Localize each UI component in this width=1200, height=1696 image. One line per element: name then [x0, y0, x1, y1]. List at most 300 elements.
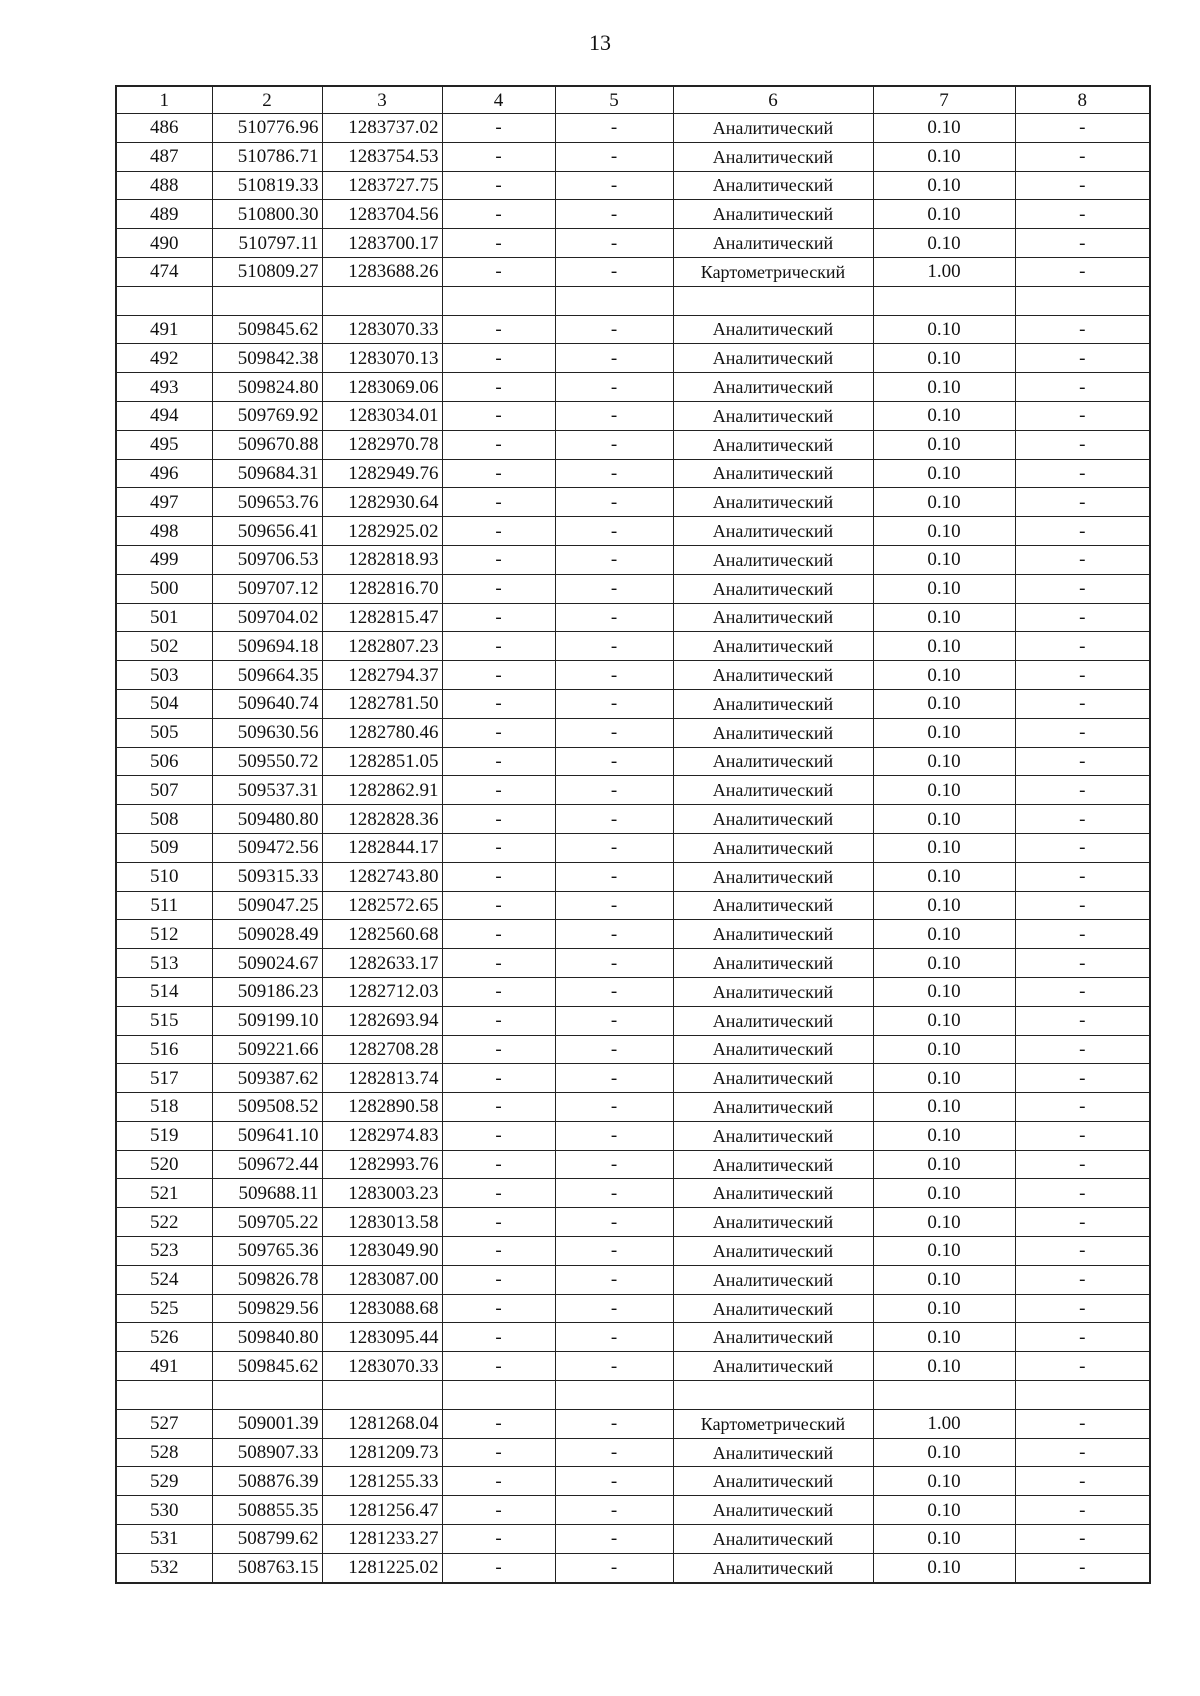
x-coordinate: 509641.10	[212, 1121, 322, 1150]
point-number: 512	[116, 920, 212, 949]
table-row	[116, 1352, 1150, 1381]
x-coordinate: 509630.56	[212, 718, 322, 747]
point-number: 521	[116, 1179, 212, 1208]
point-number	[116, 286, 212, 315]
x-coordinate: 509829.56	[212, 1294, 322, 1323]
col4-value: -	[442, 1467, 555, 1496]
accuracy: 1.00	[873, 257, 1015, 286]
method: Аналитический	[673, 1467, 873, 1496]
accuracy: 0.10	[873, 891, 1015, 920]
x-coordinate: 509640.74	[212, 689, 322, 718]
col5-value: -	[555, 833, 673, 862]
col8-value: -	[1015, 603, 1150, 632]
col5-value: -	[555, 1064, 673, 1093]
col4-value: -	[442, 114, 555, 143]
col5-value: -	[555, 229, 673, 258]
y-coordinate: 1283704.56	[322, 200, 442, 229]
col5-value: -	[555, 661, 673, 690]
method: Аналитический	[673, 1496, 873, 1525]
x-coordinate: 509028.49	[212, 920, 322, 949]
col5-value: -	[555, 949, 673, 978]
point-number: 488	[116, 171, 212, 200]
col4-value: -	[442, 1294, 555, 1323]
accuracy	[873, 1381, 1015, 1410]
column-header: 7	[873, 86, 1015, 114]
column-header: 1	[116, 86, 212, 114]
point-number: 486	[116, 114, 212, 143]
table-row	[116, 1265, 1150, 1294]
col4-value: -	[442, 661, 555, 690]
method: Аналитический	[673, 603, 873, 632]
method	[673, 1381, 873, 1410]
table-row	[116, 1035, 1150, 1064]
col8-value: -	[1015, 977, 1150, 1006]
accuracy: 0.10	[873, 1323, 1015, 1352]
method: Аналитический	[673, 574, 873, 603]
col5-value: -	[555, 1294, 673, 1323]
y-coordinate: 1282572.65	[322, 891, 442, 920]
table-row	[116, 1208, 1150, 1237]
x-coordinate: 509047.25	[212, 891, 322, 920]
accuracy: 0.10	[873, 200, 1015, 229]
point-number: 504	[116, 689, 212, 718]
table-row	[116, 833, 1150, 862]
col4-value: -	[442, 517, 555, 546]
point-number: 497	[116, 488, 212, 517]
x-coordinate: 509824.80	[212, 373, 322, 402]
col4-value: -	[442, 1237, 555, 1266]
col5-value: -	[555, 1553, 673, 1582]
method: Аналитический	[673, 1093, 873, 1122]
accuracy: 0.10	[873, 1438, 1015, 1467]
point-number: 492	[116, 344, 212, 373]
col5-value: -	[555, 1496, 673, 1525]
method: Аналитический	[673, 1150, 873, 1179]
y-coordinate: 1281233.27	[322, 1525, 442, 1554]
table-row	[116, 949, 1150, 978]
col4-value: -	[442, 459, 555, 488]
col4-value: -	[442, 1150, 555, 1179]
accuracy: 0.10	[873, 977, 1015, 1006]
y-coordinate: 1282813.74	[322, 1064, 442, 1093]
y-coordinate: 1282930.64	[322, 488, 442, 517]
x-coordinate: 509694.18	[212, 632, 322, 661]
y-coordinate: 1282828.36	[322, 805, 442, 834]
col5-value: -	[555, 977, 673, 1006]
y-coordinate: 1282794.37	[322, 661, 442, 690]
x-coordinate: 509826.78	[212, 1265, 322, 1294]
col4-value: -	[442, 574, 555, 603]
point-number: 529	[116, 1467, 212, 1496]
x-coordinate: 509537.31	[212, 776, 322, 805]
method: Аналитический	[673, 1237, 873, 1266]
point-number: 489	[116, 200, 212, 229]
method: Аналитический	[673, 776, 873, 805]
column-header: 3	[322, 86, 442, 114]
table-row	[116, 1064, 1150, 1093]
y-coordinate: 1282807.23	[322, 632, 442, 661]
col8-value: -	[1015, 171, 1150, 200]
y-coordinate: 1283070.13	[322, 344, 442, 373]
col5-value: -	[555, 1179, 673, 1208]
col8-value: -	[1015, 200, 1150, 229]
method: Аналитический	[673, 344, 873, 373]
col4-value: -	[442, 1006, 555, 1035]
method: Аналитический	[673, 1294, 873, 1323]
table-row	[116, 373, 1150, 402]
table-row	[116, 459, 1150, 488]
y-coordinate: 1283754.53	[322, 142, 442, 171]
table-row	[116, 1409, 1150, 1438]
method: Аналитический	[673, 430, 873, 459]
accuracy: 0.10	[873, 603, 1015, 632]
col8-value: -	[1015, 1409, 1150, 1438]
y-coordinate: 1283013.58	[322, 1208, 442, 1237]
col5-value: -	[555, 315, 673, 344]
col8-value: -	[1015, 373, 1150, 402]
col5-value: -	[555, 1525, 673, 1554]
col4-value	[442, 1381, 555, 1410]
col4-value: -	[442, 632, 555, 661]
col8-value: -	[1015, 344, 1150, 373]
x-coordinate: 509656.41	[212, 517, 322, 546]
col5-value: -	[555, 459, 673, 488]
col4-value: -	[442, 1208, 555, 1237]
col5-value: -	[555, 1208, 673, 1237]
method: Аналитический	[673, 1064, 873, 1093]
y-coordinate: 1282993.76	[322, 1150, 442, 1179]
col4-value: -	[442, 1553, 555, 1582]
method: Аналитический	[673, 862, 873, 891]
x-coordinate: 509845.62	[212, 1352, 322, 1381]
accuracy: 0.10	[873, 545, 1015, 574]
accuracy: 0.10	[873, 373, 1015, 402]
col8-value: -	[1015, 430, 1150, 459]
table-row	[116, 114, 1150, 143]
table-row	[116, 574, 1150, 603]
col4-value: -	[442, 776, 555, 805]
col8-value: -	[1015, 1121, 1150, 1150]
table-row	[116, 229, 1150, 258]
table-row	[116, 689, 1150, 718]
y-coordinate: 1281209.73	[322, 1438, 442, 1467]
col8-value: -	[1015, 459, 1150, 488]
y-coordinate: 1282816.70	[322, 574, 442, 603]
point-number: 509	[116, 833, 212, 862]
table-row	[116, 1121, 1150, 1150]
x-coordinate: 509480.80	[212, 805, 322, 834]
col4-value: -	[442, 1409, 555, 1438]
col5-value: -	[555, 1438, 673, 1467]
table-row	[116, 1525, 1150, 1554]
col8-value: -	[1015, 1035, 1150, 1064]
point-number: 499	[116, 545, 212, 574]
x-coordinate: 509705.22	[212, 1208, 322, 1237]
col8-value: -	[1015, 545, 1150, 574]
method: Аналитический	[673, 1323, 873, 1352]
table-row	[116, 257, 1150, 286]
table-row	[116, 747, 1150, 776]
col5-value: -	[555, 689, 673, 718]
accuracy: 0.10	[873, 574, 1015, 603]
col4-value: -	[442, 229, 555, 258]
x-coordinate: 509707.12	[212, 574, 322, 603]
col5-value: -	[555, 114, 673, 143]
y-coordinate: 1281255.33	[322, 1467, 442, 1496]
col5-value: -	[555, 805, 673, 834]
x-coordinate: 509024.67	[212, 949, 322, 978]
y-coordinate: 1282949.76	[322, 459, 442, 488]
table-row	[116, 862, 1150, 891]
method: Аналитический	[673, 315, 873, 344]
col5-value: -	[555, 200, 673, 229]
column-header: 5	[555, 86, 673, 114]
accuracy: 0.10	[873, 805, 1015, 834]
col4-value: -	[442, 891, 555, 920]
point-number: 519	[116, 1121, 212, 1150]
x-coordinate: 509664.35	[212, 661, 322, 690]
accuracy: 0.10	[873, 1525, 1015, 1554]
point-number: 523	[116, 1237, 212, 1266]
accuracy: 0.10	[873, 114, 1015, 143]
x-coordinate: 509672.44	[212, 1150, 322, 1179]
table-row	[116, 1006, 1150, 1035]
y-coordinate: 1282781.50	[322, 689, 442, 718]
col5-value	[555, 286, 673, 315]
point-number: 505	[116, 718, 212, 747]
x-coordinate: 509684.31	[212, 459, 322, 488]
y-coordinate: 1283095.44	[322, 1323, 442, 1352]
table-row	[116, 401, 1150, 430]
method: Аналитический	[673, 689, 873, 718]
x-coordinate: 509221.66	[212, 1035, 322, 1064]
col5-value: -	[555, 1150, 673, 1179]
point-number: 507	[116, 776, 212, 805]
method: Аналитический	[673, 1553, 873, 1582]
x-coordinate: 509186.23	[212, 977, 322, 1006]
accuracy: 0.10	[873, 488, 1015, 517]
method: Аналитический	[673, 517, 873, 546]
method: Аналитический	[673, 142, 873, 171]
col8-value: -	[1015, 805, 1150, 834]
method: Аналитический	[673, 545, 873, 574]
accuracy: 0.10	[873, 632, 1015, 661]
y-coordinate: 1283088.68	[322, 1294, 442, 1323]
col5-value: -	[555, 545, 673, 574]
table-row	[116, 1237, 1150, 1266]
y-coordinate: 1283688.26	[322, 257, 442, 286]
col5-value: -	[555, 920, 673, 949]
method: Аналитический	[673, 661, 873, 690]
col4-value: -	[442, 1265, 555, 1294]
col5-value: -	[555, 1035, 673, 1064]
table-row	[116, 1150, 1150, 1179]
y-coordinate: 1282925.02	[322, 517, 442, 546]
y-coordinate: 1282708.28	[322, 1035, 442, 1064]
col5-value: -	[555, 430, 673, 459]
y-coordinate: 1282851.05	[322, 747, 442, 776]
y-coordinate: 1282560.68	[322, 920, 442, 949]
accuracy: 0.10	[873, 776, 1015, 805]
y-coordinate: 1283034.01	[322, 401, 442, 430]
col8-value: -	[1015, 1150, 1150, 1179]
y-coordinate: 1283737.02	[322, 114, 442, 143]
col8-value: -	[1015, 1093, 1150, 1122]
x-coordinate: 509199.10	[212, 1006, 322, 1035]
column-header: 8	[1015, 86, 1150, 114]
point-number: 502	[116, 632, 212, 661]
point-number: 522	[116, 1208, 212, 1237]
accuracy: 0.10	[873, 1208, 1015, 1237]
x-coordinate	[212, 286, 322, 315]
y-coordinate: 1283070.33	[322, 315, 442, 344]
col8-value: -	[1015, 718, 1150, 747]
accuracy: 0.10	[873, 1237, 1015, 1266]
table-row	[116, 1496, 1150, 1525]
y-coordinate: 1282815.47	[322, 603, 442, 632]
accuracy: 0.10	[873, 920, 1015, 949]
x-coordinate: 508876.39	[212, 1467, 322, 1496]
x-coordinate: 509001.39	[212, 1409, 322, 1438]
col8-value: -	[1015, 1179, 1150, 1208]
y-coordinate: 1281225.02	[322, 1553, 442, 1582]
col5-value: -	[555, 862, 673, 891]
col4-value: -	[442, 603, 555, 632]
y-coordinate: 1283003.23	[322, 1179, 442, 1208]
point-number: 516	[116, 1035, 212, 1064]
accuracy: 0.10	[873, 689, 1015, 718]
col4-value: -	[442, 862, 555, 891]
col5-value: -	[555, 1093, 673, 1122]
x-coordinate	[212, 1381, 322, 1410]
point-number: 491	[116, 1352, 212, 1381]
table-row	[116, 315, 1150, 344]
point-number: 474	[116, 257, 212, 286]
col4-value: -	[442, 1035, 555, 1064]
x-coordinate: 509840.80	[212, 1323, 322, 1352]
col4-value: -	[442, 949, 555, 978]
point-number: 528	[116, 1438, 212, 1467]
column-header: 6	[673, 86, 873, 114]
point-number: 494	[116, 401, 212, 430]
y-coordinate: 1283069.06	[322, 373, 442, 402]
method: Аналитический	[673, 632, 873, 661]
col8-value: -	[1015, 1323, 1150, 1352]
table-row	[116, 977, 1150, 1006]
col4-value: -	[442, 373, 555, 402]
point-number: 531	[116, 1525, 212, 1554]
table-row	[116, 1179, 1150, 1208]
accuracy: 0.10	[873, 747, 1015, 776]
point-number: 514	[116, 977, 212, 1006]
y-coordinate: 1282862.91	[322, 776, 442, 805]
method: Аналитический	[673, 1179, 873, 1208]
col5-value: -	[555, 373, 673, 402]
col5-value: -	[555, 1467, 673, 1496]
method: Картометрический	[673, 1409, 873, 1438]
accuracy: 0.10	[873, 171, 1015, 200]
col8-value: -	[1015, 1064, 1150, 1093]
accuracy	[873, 286, 1015, 315]
point-number: 510	[116, 862, 212, 891]
x-coordinate: 510809.27	[212, 257, 322, 286]
accuracy: 0.10	[873, 1006, 1015, 1035]
method: Аналитический	[673, 747, 873, 776]
method: Аналитический	[673, 1438, 873, 1467]
col8-value: -	[1015, 574, 1150, 603]
point-number: 518	[116, 1093, 212, 1122]
col4-value: -	[442, 171, 555, 200]
col8-value: -	[1015, 1496, 1150, 1525]
method: Аналитический	[673, 229, 873, 258]
x-coordinate: 510800.30	[212, 200, 322, 229]
accuracy: 0.10	[873, 1294, 1015, 1323]
x-coordinate: 509842.38	[212, 344, 322, 373]
x-coordinate: 510776.96	[212, 114, 322, 143]
table-row	[116, 776, 1150, 805]
method: Аналитический	[673, 1121, 873, 1150]
col4-value: -	[442, 1093, 555, 1122]
point-number: 515	[116, 1006, 212, 1035]
x-coordinate: 508907.33	[212, 1438, 322, 1467]
x-coordinate: 509670.88	[212, 430, 322, 459]
accuracy: 0.10	[873, 949, 1015, 978]
accuracy: 0.10	[873, 1179, 1015, 1208]
y-coordinate: 1281256.47	[322, 1496, 442, 1525]
col4-value: -	[442, 488, 555, 517]
method: Аналитический	[673, 373, 873, 402]
x-coordinate: 509845.62	[212, 315, 322, 344]
col5-value: -	[555, 488, 673, 517]
table-row	[116, 200, 1150, 229]
y-coordinate: 1282633.17	[322, 949, 442, 978]
col4-value: -	[442, 257, 555, 286]
accuracy: 0.10	[873, 1035, 1015, 1064]
x-coordinate: 508763.15	[212, 1553, 322, 1582]
col5-value: -	[555, 517, 673, 546]
accuracy: 0.10	[873, 1553, 1015, 1582]
col8-value: -	[1015, 891, 1150, 920]
method: Аналитический	[673, 977, 873, 1006]
col4-value: -	[442, 689, 555, 718]
table-row	[116, 1467, 1150, 1496]
column-header: 4	[442, 86, 555, 114]
table-row	[116, 1381, 1150, 1410]
point-number: 503	[116, 661, 212, 690]
y-coordinate	[322, 286, 442, 315]
method: Аналитический	[673, 1352, 873, 1381]
y-coordinate: 1283727.75	[322, 171, 442, 200]
col8-value: -	[1015, 1237, 1150, 1266]
point-number: 498	[116, 517, 212, 546]
table-row	[116, 545, 1150, 574]
table-row	[116, 1323, 1150, 1352]
x-coordinate: 508799.62	[212, 1525, 322, 1554]
method: Аналитический	[673, 1208, 873, 1237]
col5-value: -	[555, 718, 673, 747]
accuracy: 0.10	[873, 229, 1015, 258]
col4-value: -	[442, 1525, 555, 1554]
point-number: 520	[116, 1150, 212, 1179]
method: Аналитический	[673, 1525, 873, 1554]
x-coordinate: 509508.52	[212, 1093, 322, 1122]
col5-value: -	[555, 1323, 673, 1352]
accuracy: 0.10	[873, 1093, 1015, 1122]
method: Аналитический	[673, 401, 873, 430]
point-number: 501	[116, 603, 212, 632]
method: Аналитический	[673, 920, 873, 949]
table-row	[116, 632, 1150, 661]
